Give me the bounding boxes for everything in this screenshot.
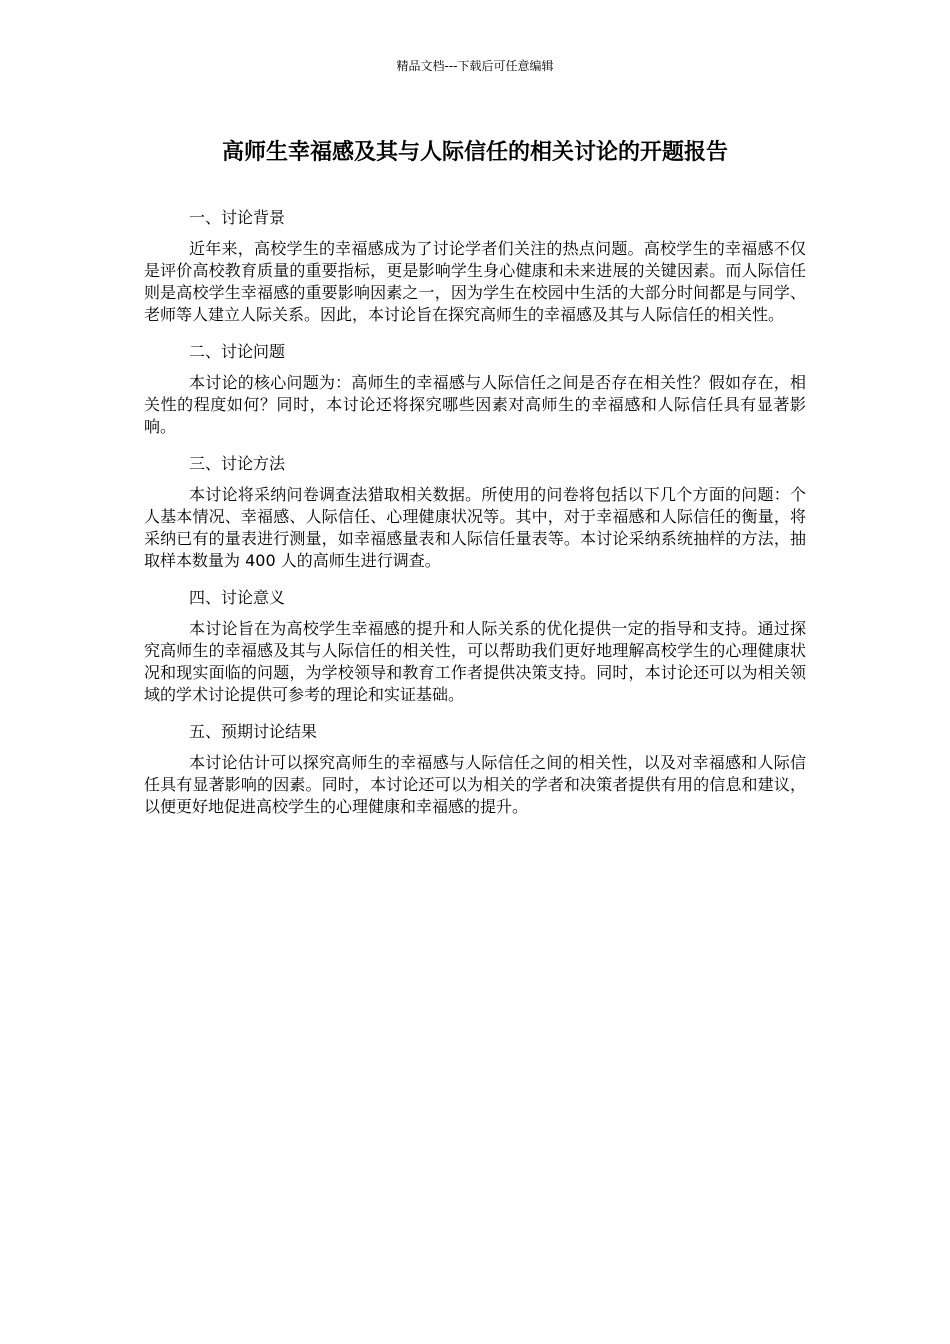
- document-body: [144, 206, 806, 832]
- section-questions: [144, 340, 806, 438]
- section-expected-results: [144, 720, 806, 818]
- section-paragraph: 本讨论估计可以探究高师生的幸福感与人际信任之间的相关性，以及对幸福感和人际信任具有显著影响的因素。同时，本讨论还可以为相关的学者和决策者提供有用的信息和建议，以便更好地促进高校学生的心理健康和幸福感的提升。: [144, 753, 806, 816]
- section-paragraph: 本讨论将采纳问卷调查法猎取相关数据。所使用的问卷将包括以下几个方面的问题：个人基本情况、幸福感、人际信任、心理健康状况等。其中，对于幸福感和人际信任的衡量，将采纳已有的量表进行测量，如幸福感量表和人际信任量表等。本讨论采纳系统抽样的方法，抽取样本数量为 400 人的高师生进行调查。: [144, 485, 806, 570]
- section-heading: 一、讨论背景: [189, 208, 286, 227]
- section-paragraph: 近年来，高校学生的幸福感成为了讨论学者们关注的热点问题。高校学生的幸福感不仅是评价高校教育质量的重要指标，更是影响学生身心健康和未来进展的关键因素。而人际信任则是高校学生幸福感的重要影响因素之一，因为学生在校园中生活的大部分时间都是与同学、老师等人建立人际关系。因此，本讨论旨在探究高师生的幸福感及其与人际信任的相关性。: [144, 239, 806, 324]
- document-title: 高师生幸福感及其与人际信任的相关讨论的开题报告: [221, 140, 728, 165]
- section-heading: 四、讨论意义: [189, 588, 286, 607]
- section-methods: [144, 452, 806, 572]
- section-heading: 二、讨论问题: [189, 342, 286, 361]
- section-heading: 五、预期讨论结果: [189, 722, 318, 741]
- section-paragraph: 本讨论的核心问题为：高师生的幸福感与人际信任之间是否存在相关性？假如存在，相关性的程度如何？同时，本讨论还将探究哪些因素对高师生的幸福感和人际信任具有显著影响。: [144, 373, 806, 436]
- section-paragraph: 本讨论旨在为高校学生幸福感的提升和人际关系的优化提供一定的指导和支持。通过探究高师生的幸福感及其与人际信任的相关性，可以帮助我们更好地理解高校学生的心理健康状况和现实面临的问题，为学校领导和教育工作者提供决策支持。同时，本讨论还可以为相关领域的学术讨论提供可参考的理论和实证基础。: [144, 619, 806, 704]
- section-heading: 三、讨论方法: [189, 454, 286, 473]
- page-header: 精品文档---下载后可任意编辑: [396, 59, 554, 73]
- section-significance: [144, 586, 806, 706]
- section-background: [144, 206, 806, 326]
